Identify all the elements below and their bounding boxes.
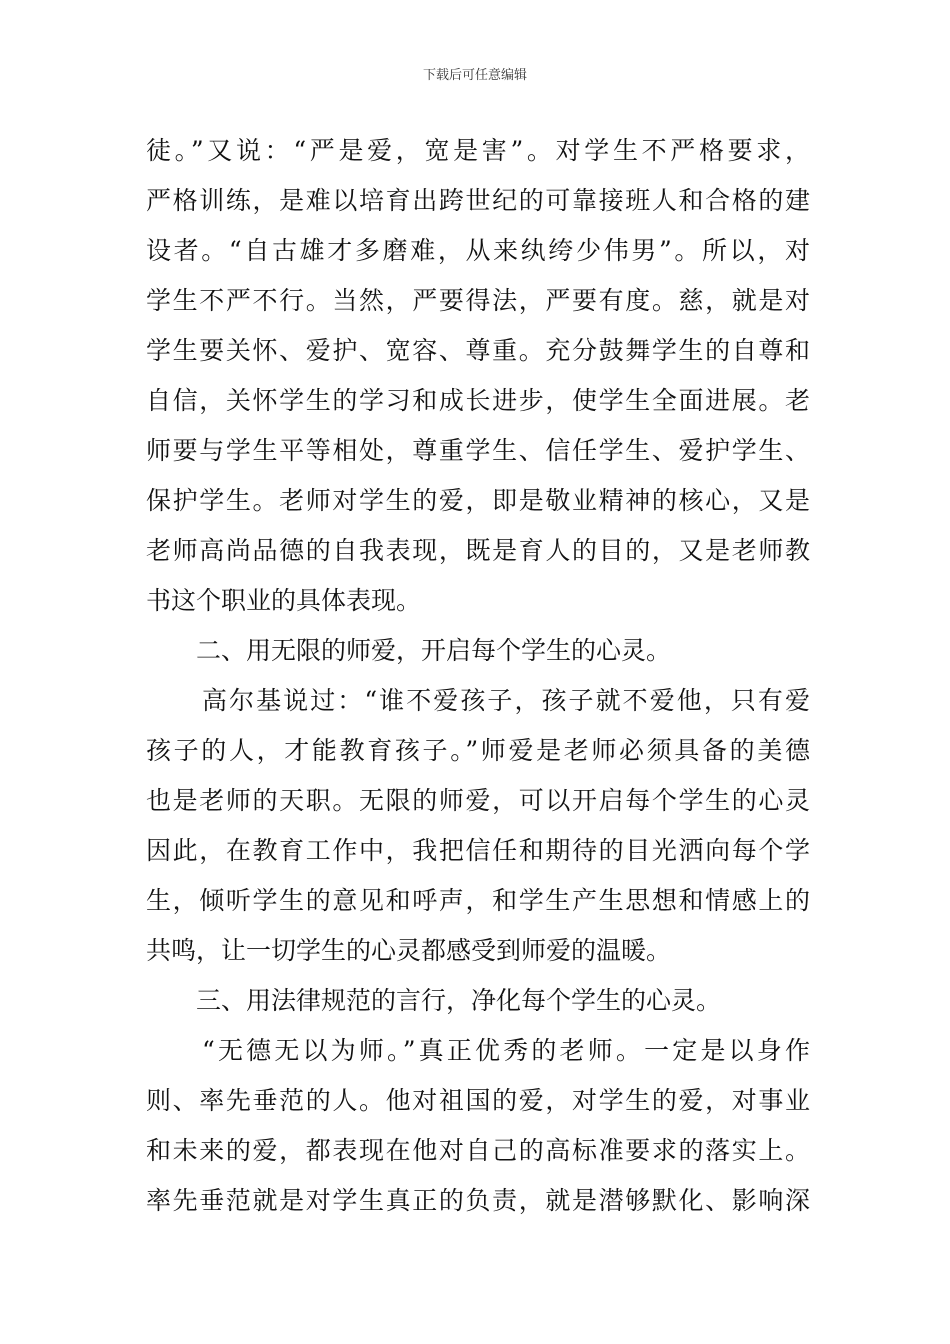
text-line: “无德无以为师。”真正优秀的老师。一定是以身作	[202, 1036, 810, 1065]
text-line: 书这个职业的具体表现。	[146, 586, 422, 615]
text-line: 老师高尚品德的自我表现，既是育人的目的，又是老师教	[146, 536, 810, 565]
text-line: 共鸣，让一切学生的心灵都感受到师爱的温暖。	[146, 936, 672, 965]
text-line: 因此，在教育工作中，我把信任和期待的目光洒向每个学	[146, 836, 810, 865]
text-line: 率先垂范就是对学生真正的负责，就是潜够默化、影响深	[146, 1186, 810, 1215]
text-line: 学生要关怀、爱护、宽容、尊重。充分鼓舞学生的自尊和	[146, 336, 810, 365]
text-line: 也是老师的天职。无限的师爱，可以开启每个学生的心灵	[146, 786, 810, 815]
text-line: 和未来的爱，都表现在他对自己的高标准要求的落实上。	[146, 1136, 810, 1165]
text-line: 则、率先垂范的人。他对祖国的爱，对学生的爱，对事业	[146, 1086, 810, 1115]
text-line: 自信，关怀学生的学习和成长进步，使学生全面进展。老	[146, 386, 810, 415]
section-heading: 三、用法律规范的言行，净化每个学生的心灵。	[196, 986, 722, 1015]
text-line: 设者。“自古雄才多磨难，从来纨绔少伟男”。所以，对	[146, 236, 810, 265]
page-header: 下载后可任意编辑	[422, 68, 527, 83]
section-heading: 二、用无限的师爱，开启每个学生的心灵。	[196, 636, 672, 665]
text-line: 严格训练，是难以培育出跨世纪的可靠接班人和合格的建	[146, 186, 810, 215]
text-line: 孩子的人，才能教育孩子。”师爱是老师必须具备的美德	[146, 736, 810, 765]
text-line: 保护学生。老师对学生的爱，即是敬业精神的核心，又是	[146, 486, 810, 515]
text-line: 师要与学生平等相处，尊重学生、信任学生、爱护学生、	[146, 436, 810, 465]
text-line: 生，倾听学生的意见和呼声，和学生产生思想和情感上的	[146, 886, 810, 915]
text-line: 徒。”又说：“严是爱，宽是害”。对学生不严格要求，	[146, 136, 810, 165]
document-body	[146, 126, 810, 1226]
text-line: 学生不严不行。当然，严要得法，严要有度。慈，就是对	[146, 286, 810, 315]
text-line: 高尔基说过：“谁不爱孩子，孩子就不爱他，只有爱	[202, 686, 810, 715]
